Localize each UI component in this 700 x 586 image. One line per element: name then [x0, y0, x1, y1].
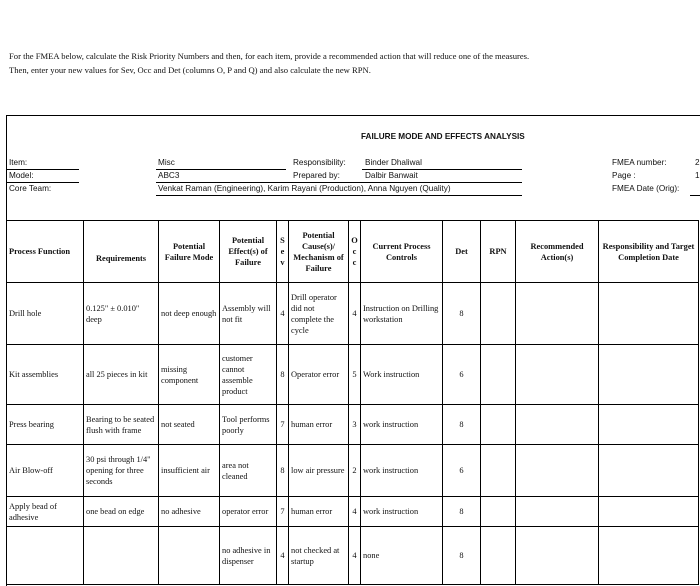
recommended-action-cell[interactable]	[516, 283, 599, 345]
controls-cell: Instruction on Drilling workstation	[361, 283, 443, 345]
recommended-action-cell[interactable]	[516, 497, 599, 527]
det-cell: 8	[443, 527, 481, 585]
rpn-cell[interactable]	[481, 497, 516, 527]
recommended-action-cell[interactable]	[516, 527, 599, 585]
table-row	[7, 283, 699, 345]
controls-cell: Work instruction	[361, 345, 443, 405]
sev-cell: 4	[277, 283, 289, 345]
requirements-cell: 0.125" ± 0.010" deep	[84, 283, 159, 345]
prepared-by-label: Prepared by:	[293, 171, 340, 180]
occ-cell: 4	[349, 283, 361, 345]
fmea-date-label: FMEA Date (Orig):	[612, 184, 680, 193]
responsibility-cell[interactable]	[599, 345, 699, 405]
det-cell: 8	[443, 405, 481, 445]
table-row	[7, 497, 699, 527]
header-failure-mode: Potential Failure Mode	[159, 221, 220, 283]
process-cell: Apply bead of adhesive	[7, 497, 84, 527]
header-row	[7, 221, 699, 283]
effect-cell: Assembly will not fit	[220, 283, 277, 345]
failure-mode-cell: not deep enough	[159, 283, 220, 345]
requirements-cell: 30 psi through 1/4" opening for three seconds	[84, 445, 159, 497]
item-value-underline	[156, 169, 286, 170]
controls-cell: work instruction	[361, 405, 443, 445]
effect-cell: no adhesive in dispenser	[220, 527, 277, 585]
model-value: ABC3	[158, 171, 180, 180]
process-cell: Kit assemblies	[7, 345, 84, 405]
failure-mode-cell: insufficient air	[159, 445, 220, 497]
header-controls: Current Process Controls	[361, 221, 443, 283]
occ-cell: 4	[349, 497, 361, 527]
header-rpn: RPN	[481, 221, 516, 283]
sheet-title: FAILURE MODE AND EFFECTS ANALYSIS	[361, 132, 525, 141]
header-det: Det	[443, 221, 481, 283]
rpn-cell[interactable]	[481, 527, 516, 585]
effect-cell: area not cleaned	[220, 445, 277, 497]
model-value-underline	[156, 182, 522, 183]
effect-cell: customer cannot assemble product	[220, 345, 277, 405]
right-edge-underline	[690, 195, 700, 196]
rpn-cell[interactable]	[481, 445, 516, 497]
responsibility-label: Responsibility:	[293, 158, 346, 167]
process-cell: Drill hole	[7, 283, 84, 345]
header-sev: S e v	[277, 221, 289, 283]
fmea-number-label: FMEA number:	[612, 158, 667, 167]
requirements-cell: all 25 pieces in kit	[84, 345, 159, 405]
table-row	[7, 445, 699, 497]
occ-cell: 3	[349, 405, 361, 445]
requirements-cell: one bead on edge	[84, 497, 159, 527]
recommended-action-cell[interactable]	[516, 345, 599, 405]
failure-mode-cell: no adhesive	[159, 497, 220, 527]
core-team-value: Venkat Raman (Engineering), Karim Rayani (Production), Anna Nguyen (Quality)	[158, 184, 451, 193]
table-row	[7, 527, 699, 585]
requirements-cell: Bearing to be seated flush with frame	[84, 405, 159, 445]
process-cell	[7, 527, 84, 585]
det-cell: 6	[443, 445, 481, 497]
instructions-line-2: Then, enter your new values for Sev, Occ and Det (columns O, P and Q) and also calculate the new RPN.	[9, 65, 371, 75]
rpn-cell[interactable]	[481, 345, 516, 405]
right-edge-value-1: 2	[695, 158, 700, 167]
item-value: Misc	[158, 158, 175, 167]
page-label: Page :	[612, 171, 636, 180]
responsibility-cell[interactable]	[599, 405, 699, 445]
rpn-cell[interactable]	[481, 405, 516, 445]
header-occ: O c c	[349, 221, 361, 283]
sev-cell: 4	[277, 527, 289, 585]
process-cell: Press bearing	[7, 405, 84, 445]
sev-cell: 7	[277, 405, 289, 445]
instructions-line-1: For the FMEA below, calculate the Risk Priority Numbers and then, for each item, provide a recommended action that will reduce one of the measures.	[9, 51, 530, 61]
cause-cell: low air pressure	[289, 445, 349, 497]
failure-mode-cell	[159, 527, 220, 585]
recommended-action-cell[interactable]	[516, 405, 599, 445]
responsibility-cell[interactable]	[599, 527, 699, 585]
responsibility-cell[interactable]	[599, 497, 699, 527]
prepared-by-value: Dalbir Banwait	[365, 171, 418, 180]
responsibility-underline	[362, 169, 522, 170]
header-recommended-actions: Recommended Action(s)	[516, 221, 599, 283]
table-row	[7, 405, 699, 445]
sev-cell: 8	[277, 445, 289, 497]
sev-cell: 8	[277, 345, 289, 405]
responsibility-cell[interactable]	[599, 283, 699, 345]
effect-cell: operator error	[220, 497, 277, 527]
controls-cell: none	[361, 527, 443, 585]
controls-cell: work instruction	[361, 497, 443, 527]
det-cell: 8	[443, 283, 481, 345]
sev-cell: 7	[277, 497, 289, 527]
fmea-table	[6, 220, 699, 585]
effect-cell: Tool performs poorly	[220, 405, 277, 445]
header-process-function: Process Function	[7, 221, 84, 283]
rpn-cell[interactable]	[481, 283, 516, 345]
core-team-label: Core Team:	[9, 184, 52, 193]
header-requirements: Requirements	[84, 221, 159, 283]
recommended-action-cell[interactable]	[516, 445, 599, 497]
core-team-underline	[156, 195, 522, 196]
instructions	[9, 49, 689, 77]
process-cell: Air Blow-off	[7, 445, 84, 497]
item-label: Item:	[9, 158, 28, 167]
table-row	[7, 345, 699, 405]
det-cell: 8	[443, 497, 481, 527]
controls-cell: work instruction	[361, 445, 443, 497]
occ-cell: 5	[349, 345, 361, 405]
requirements-cell	[84, 527, 159, 585]
cause-cell: Operator error	[289, 345, 349, 405]
failure-mode-cell: not seated	[159, 405, 220, 445]
occ-cell: 4	[349, 527, 361, 585]
header-responsibility-date: Responsibility and Target Completion Date	[599, 221, 699, 283]
responsibility-cell[interactable]	[599, 445, 699, 497]
right-edge-value-2: 1	[695, 171, 700, 180]
cause-cell: human error	[289, 405, 349, 445]
failure-mode-cell: missing component	[159, 345, 220, 405]
header-causes: Potential Cause(s)/ Mechanism of Failure	[289, 221, 349, 283]
model-underline	[6, 182, 79, 183]
responsibility-value: Binder Dhaliwal	[365, 158, 422, 167]
det-cell: 6	[443, 345, 481, 405]
item-underline	[6, 169, 79, 170]
occ-cell: 2	[349, 445, 361, 497]
header-effects: Potential Effect(s) of Failure	[220, 221, 277, 283]
model-label: Model:	[9, 171, 34, 180]
cause-cell: not checked at startup	[289, 527, 349, 585]
cause-cell: human error	[289, 497, 349, 527]
cause-cell: Drill operator did not complete the cycle	[289, 283, 349, 345]
